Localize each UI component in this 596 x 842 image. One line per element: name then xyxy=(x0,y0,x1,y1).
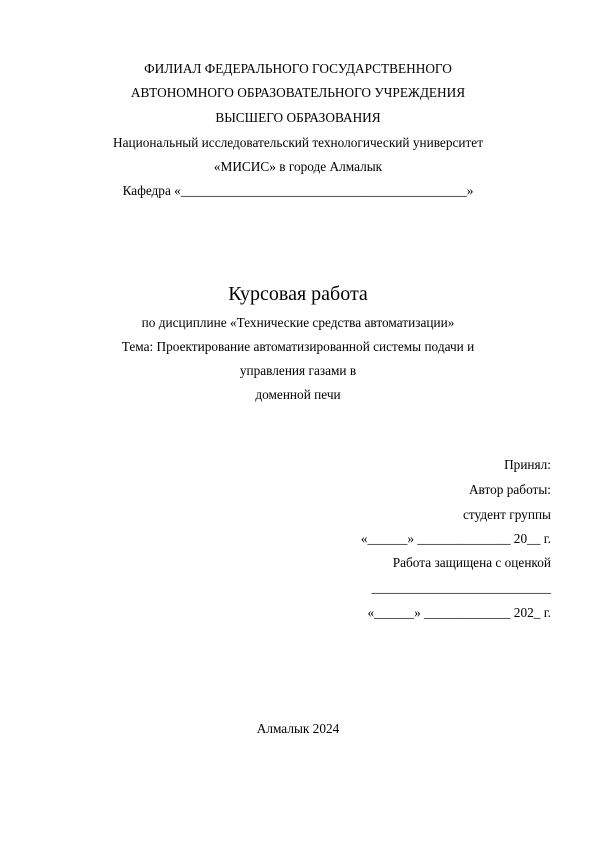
topic-line-1: Тема: Проектирование автоматизированной системы подачи и xyxy=(121,339,475,354)
university-city: «МИСИС» в городе Алмалык xyxy=(213,159,383,174)
defended-label: Работа защищена с оценкой xyxy=(392,555,551,570)
city-year: Алмалык 2024 xyxy=(256,721,340,736)
date-line-1: «______» ______________ 20__ г. xyxy=(360,531,551,546)
grade-blank: ___________________________ xyxy=(371,580,551,595)
document-title: Курсовая работа xyxy=(228,283,368,305)
date-line-2: «______» _____________ 202_ г. xyxy=(367,605,551,620)
department-field: Кафедра «___________________________________________» xyxy=(122,183,474,198)
header-line-1: ФИЛИАЛ ФЕДЕРАЛЬНОГО ГОСУДАРСТВЕННОГО xyxy=(144,61,452,76)
topic-line-2: управления газами в xyxy=(239,363,357,378)
accepted-label: Принял: xyxy=(504,457,551,472)
student-group-label: студент группы xyxy=(462,507,551,522)
topic-line-3: доменной печи xyxy=(255,387,341,402)
header-line-2: АВТОНОМНОГО ОБРАЗОВАТЕЛЬНОГО УЧРЕЖДЕНИЯ xyxy=(130,85,466,100)
university-name: Национальный исследовательский технологический университет xyxy=(112,135,484,150)
discipline-line: по дисциплине «Технические средства автоматизации» xyxy=(141,315,455,330)
header-line-3: ВЫСШЕГО ОБРАЗОВАНИЯ xyxy=(215,110,381,125)
author-label: Автор работы: xyxy=(468,482,551,497)
